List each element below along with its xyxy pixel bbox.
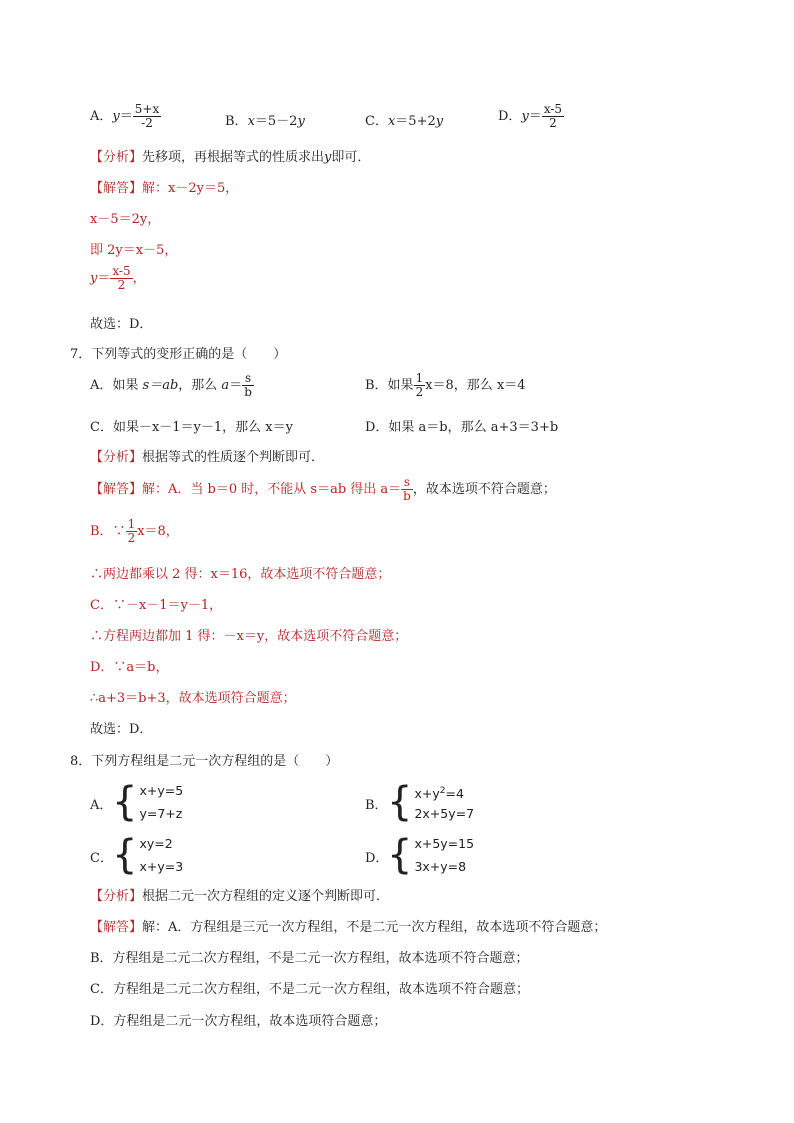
- q7-solution-line-2: C．∵－x－1＝y－1，: [90, 598, 223, 613]
- q6-option-c: C．x＝5+2y: [365, 114, 444, 129]
- fraction: $\frac{s}{b}$: [403, 475, 411, 503]
- q8-solution-line-3: C．方程组是二元二次方程组，不是二元一次方程组，故本选项不符合题意；: [90, 982, 529, 997]
- q6-analysis: 【分析】先移项，再根据等式的性质求出y即可．: [90, 150, 371, 165]
- q7-solution-line-3: ∴方程两边都加 1 得：－x＝y，故本选项不符合题意；: [90, 629, 408, 644]
- q6-option-d: D．y＝ $\frac{x-5}{2}$: [498, 102, 563, 130]
- q6-solution-line-3: 即 2y＝x－5，: [90, 243, 178, 258]
- q8-option-c-letter: C．: [90, 851, 113, 866]
- brace-icon: {: [112, 779, 138, 825]
- q7-option-b: B．如果 $\frac{1}{2}$ x＝8，那么 x＝4: [365, 371, 526, 399]
- q8-solution-line-2: B．方程组是二元二次方程组，不是二元一次方程组，故本选项不符合题意；: [90, 951, 529, 966]
- q8-option-b-letter: B．: [365, 798, 388, 813]
- q8-stem: 8．下列方程组是二元一次方程组的是（ ）: [70, 754, 339, 769]
- brace-icon: {: [387, 832, 413, 878]
- q7-option-a: A．如果 s＝ab，那么 a＝ $\frac{s}{b}$: [90, 371, 252, 399]
- q7-option-c: C．如果－x－1＝y－1，那么 x＝y: [90, 420, 293, 435]
- q7-solution-b: B．∵ $\frac{1}{2}$ x＝8，: [90, 517, 179, 545]
- q8-option-a-letter: A．: [90, 798, 113, 813]
- q8-option-b-system: { $x+y^2=4$ 2x+5y=7: [387, 779, 475, 825]
- q7-stem: 7．下列等式的变形正确的是（ ）: [70, 347, 287, 362]
- fraction: $\frac{1}{2}$: [415, 371, 424, 399]
- fraction: $\frac{s}{b}$: [244, 371, 252, 399]
- q6-option-a: A．y＝ $\frac{5+x}{-2}$: [90, 102, 160, 130]
- q6-solution-line-4: y＝ $\frac{x-5}{2}$ ，: [90, 264, 146, 292]
- brace-icon: {: [112, 832, 138, 878]
- q7-choice: 故选：D．: [90, 722, 153, 737]
- brace-icon: {: [387, 779, 413, 825]
- q6-option-b: B．x＝5－2y: [225, 114, 305, 129]
- q6-solution-line-2: x－5＝2y，: [90, 212, 161, 227]
- q8-analysis: 【分析】根据二元一次方程组的定义逐个判断即可．: [90, 889, 390, 904]
- fraction: $\frac{5+x}{-2}$: [134, 102, 160, 130]
- q7-option-d: D．如果 a＝b，那么 a+3＝3+b: [365, 420, 559, 435]
- fraction: $\frac{x-5}{2}$: [112, 264, 131, 292]
- q7-solution-a: 【解答】解：A．当 b＝0 时，不能从 s＝ab 得出 a＝ $\frac{s}{b}$ ，故本选项不符合题意；: [90, 475, 556, 503]
- q6-choice: 故选：D．: [90, 317, 153, 332]
- q8-solution-line-4: D．方程组是二元一次方程组，故本选项符合题意；: [90, 1014, 387, 1029]
- fraction: $\frac{x-5}{2}$: [543, 102, 563, 130]
- q7-solution-line-1: ∴两边都乘以 2 得：x＝16，故本选项不符合题意；: [90, 567, 391, 582]
- q8-option-c-system: { xy=2 x+y=3: [112, 832, 184, 878]
- q7-solution-line-5: ∴a+3＝b+3，故本选项符合题意；: [90, 691, 296, 706]
- q8-option-d-system: { x+5y=15 3x+y=8: [387, 832, 475, 878]
- q6-solution-line-1: 【解答】解：x－2y＝5，: [90, 181, 239, 196]
- q7-solution-line-4: D．∵a＝b，: [90, 660, 169, 675]
- q8-option-d-letter: D．: [365, 851, 389, 866]
- q7-analysis: 【分析】根据等式的性质逐个判断即可．: [90, 450, 325, 465]
- q8-option-a-system: { x+y=5 y=7+z: [112, 779, 184, 825]
- fraction: $\frac{1}{2}$: [127, 517, 136, 545]
- q8-solution-line-1: 【解答】解：A．方程组是三元一次方程组，不是二元一次方程组，故本选项不符合题意；: [90, 920, 607, 935]
